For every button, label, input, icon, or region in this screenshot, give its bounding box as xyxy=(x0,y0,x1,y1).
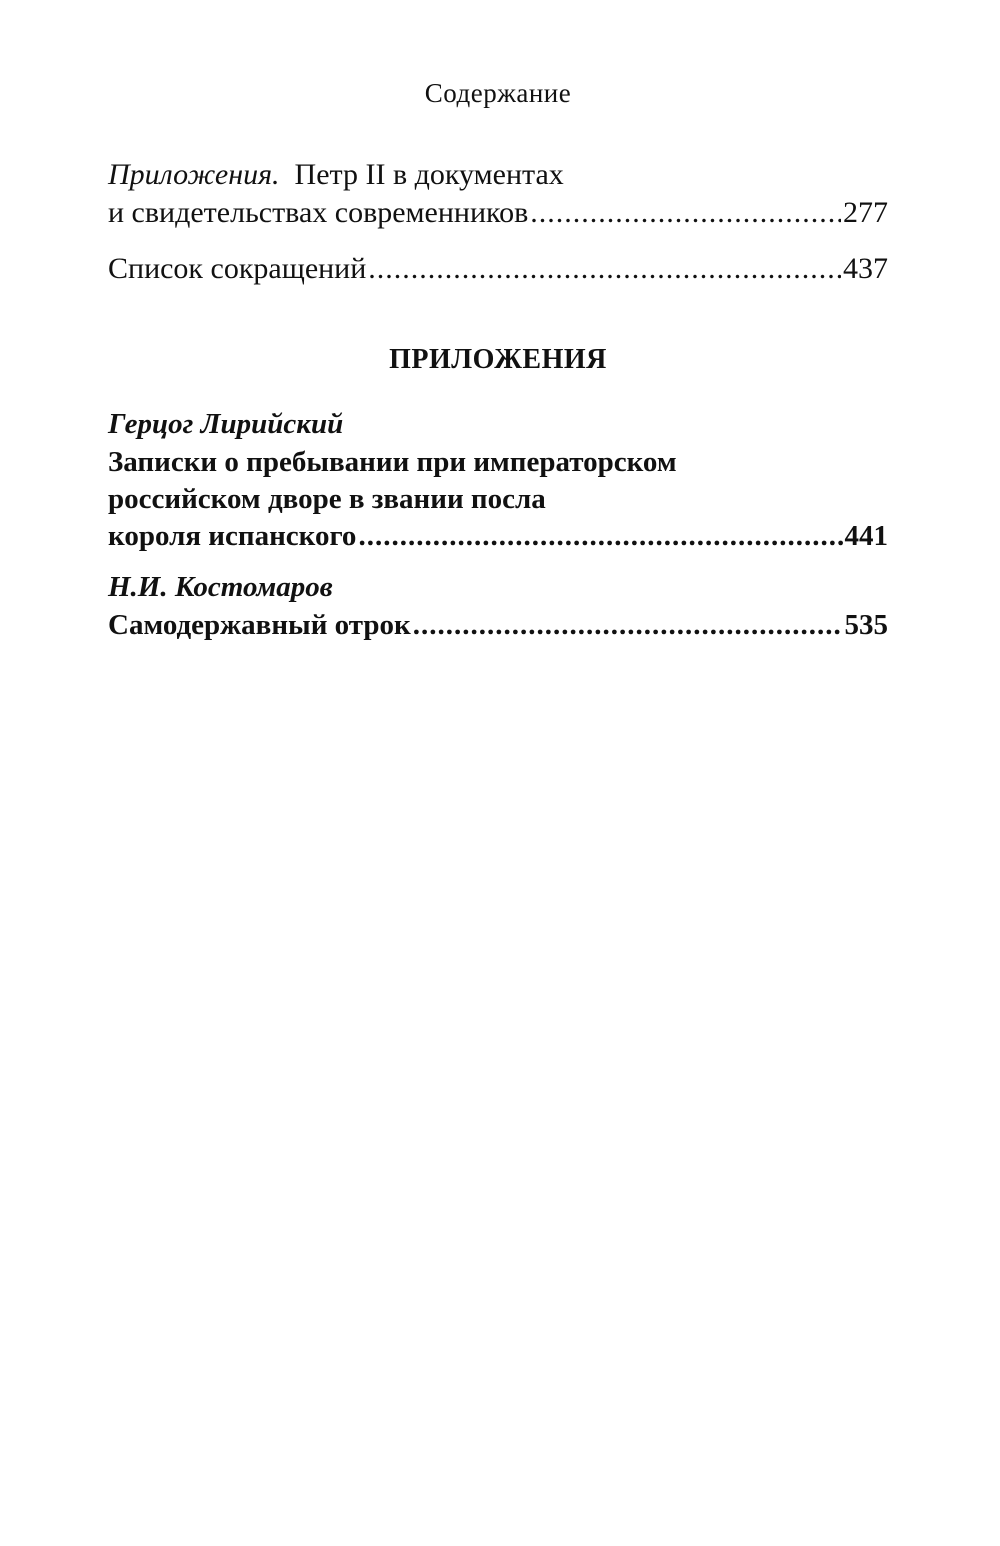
entry-author: Н.И. Костомаров xyxy=(108,571,333,603)
dot-leader xyxy=(358,518,842,555)
toc-entry[interactable] xyxy=(108,156,888,232)
entry-title-line xyxy=(108,607,888,644)
toc-entry[interactable] xyxy=(108,404,888,555)
toc-entry-title: и свидетельствах современников xyxy=(108,196,529,229)
toc-entry-title: Петр II в документах xyxy=(294,158,564,191)
entry-title-line xyxy=(108,518,888,555)
toc-entry-italic-prefix: Приложения. xyxy=(108,158,280,191)
toc-entry-title-line xyxy=(108,156,888,194)
toc-entry[interactable] xyxy=(108,567,888,644)
page-number: 535 xyxy=(844,609,888,641)
toc-list xyxy=(108,156,888,288)
section-heading: ПРИЛОЖЕНИЯ xyxy=(389,344,607,375)
dot-leader xyxy=(530,194,841,232)
entry-title-line: российском дворе в звании посла xyxy=(108,483,546,515)
toc-entry-title-line xyxy=(108,194,888,232)
entry-author: Герцог Лирийский xyxy=(108,408,344,440)
section-entries xyxy=(108,404,888,644)
entry-title: Самодержавный отрок xyxy=(108,609,411,641)
toc-entry-title: Список сокращений xyxy=(108,252,367,285)
entry-title: короля испанского xyxy=(108,520,357,552)
dot-leader xyxy=(413,607,843,644)
dot-leader xyxy=(368,250,841,288)
running-head: Содержание xyxy=(424,78,572,108)
toc-entry-title-line xyxy=(108,250,888,288)
page-number: 441 xyxy=(844,520,888,552)
entry-title-line: Записки о пребывании при императорском xyxy=(108,446,677,478)
toc-entry[interactable] xyxy=(108,250,888,288)
page-number: 277 xyxy=(843,196,888,229)
page-number: 437 xyxy=(843,252,888,285)
